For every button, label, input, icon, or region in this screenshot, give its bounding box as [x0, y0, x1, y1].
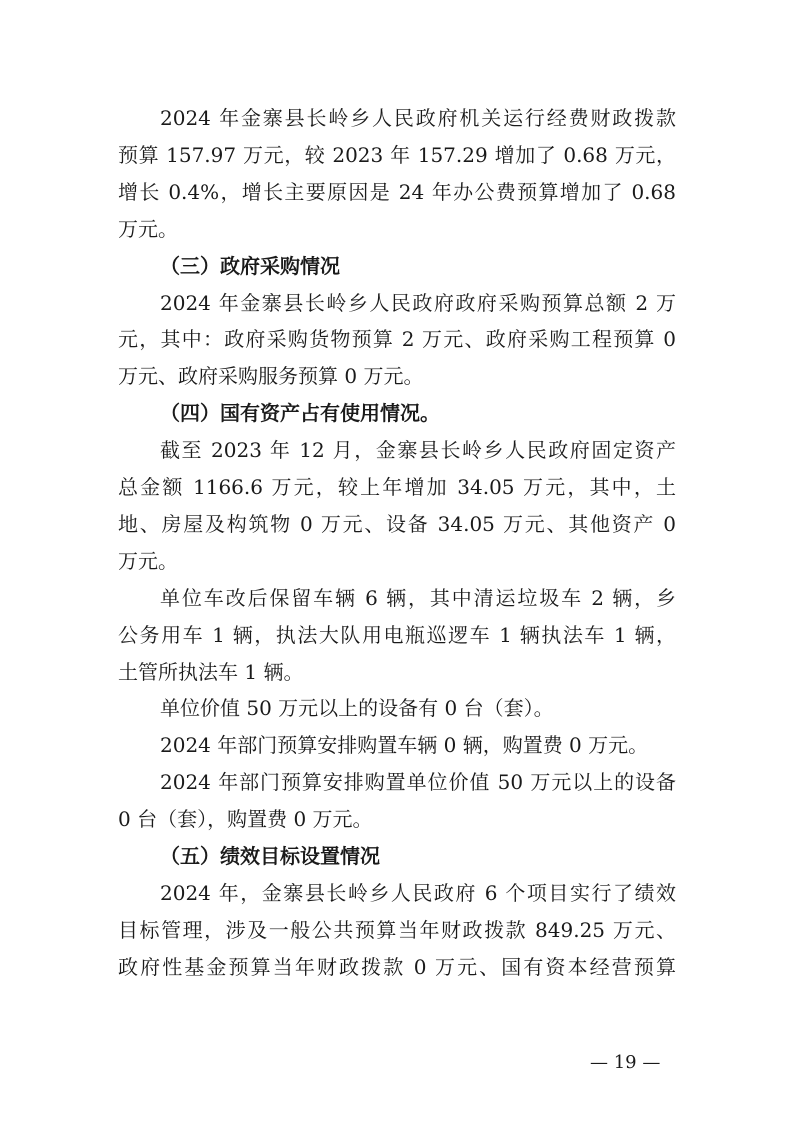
paragraph-line: 总金额 1166.6 万元，较上年增加 34.05 万元，其中，土 [118, 475, 676, 499]
paragraph-line: 万元。 [118, 549, 178, 573]
paragraph-line: 目标管理，涉及一般公共预算当年财政拨款 849.25 万元、 [118, 918, 676, 942]
paragraph-line: 增长 0.4%，增长主要原因是 24 年办公费预算增加了 0.68 [118, 180, 676, 204]
section-heading: （五）绩效目标设置情况 [160, 844, 380, 868]
paragraph-line: 2024 年金寨县长岭乡人民政府机关运行经费财政拨款 [160, 106, 676, 130]
paragraph-line: 地、房屋及构筑物 0 万元、设备 34.05 万元、其他资产 0 [118, 512, 676, 536]
section-heading: （四）国有资产占有使用情况。 [160, 401, 440, 425]
paragraph-line: 2024 年金寨县长岭乡人民政府政府采购预算总额 2 万 [160, 291, 676, 315]
paragraph-line: 土管所执法车 1 辆。 [118, 660, 304, 684]
paragraph-line: 元，其中：政府采购货物预算 2 万元、政府采购工程预算 0 [118, 327, 676, 351]
page-number: — 19 — [590, 1052, 661, 1073]
paragraph-line: 预算 157.97 万元，较 2023 年 157.29 增加了 0.68 万元， [118, 143, 676, 167]
paragraph-line: 2024 年部门预算安排购置单位价值 50 万元以上的设备 [160, 770, 676, 794]
paragraph-line: 截至 2023 年 12 月，金寨县长岭乡人民政府固定资产 [160, 438, 676, 462]
section-heading: （三）政府采购情况 [160, 254, 340, 278]
paragraph-line: 万元、政府采购服务预算 0 万元。 [118, 364, 424, 388]
paragraph-line: 单位价值 50 万元以上的设备有 0 台（套）。 [160, 696, 554, 720]
paragraph-line: 政府性基金预算当年财政拨款 0 万元、国有资本经营预算 [118, 955, 676, 979]
paragraph-line: 单位车改后保留车辆 6 辆，其中清运垃圾车 2 辆，乡 [160, 586, 676, 610]
paragraph-line: 2024 年部门预算安排购置车辆 0 辆，购置费 0 万元。 [160, 733, 649, 757]
paragraph-line: 万元。 [118, 217, 178, 241]
paragraph-line: 公务用车 1 辆，执法大队用电瓶巡逻车 1 辆执法车 1 辆， [118, 623, 676, 647]
paragraph-line: 0 台（套），购置费 0 万元。 [118, 807, 373, 831]
paragraph-line: 2024 年，金寨县长岭乡人民政府 6 个项目实行了绩效 [160, 881, 676, 905]
